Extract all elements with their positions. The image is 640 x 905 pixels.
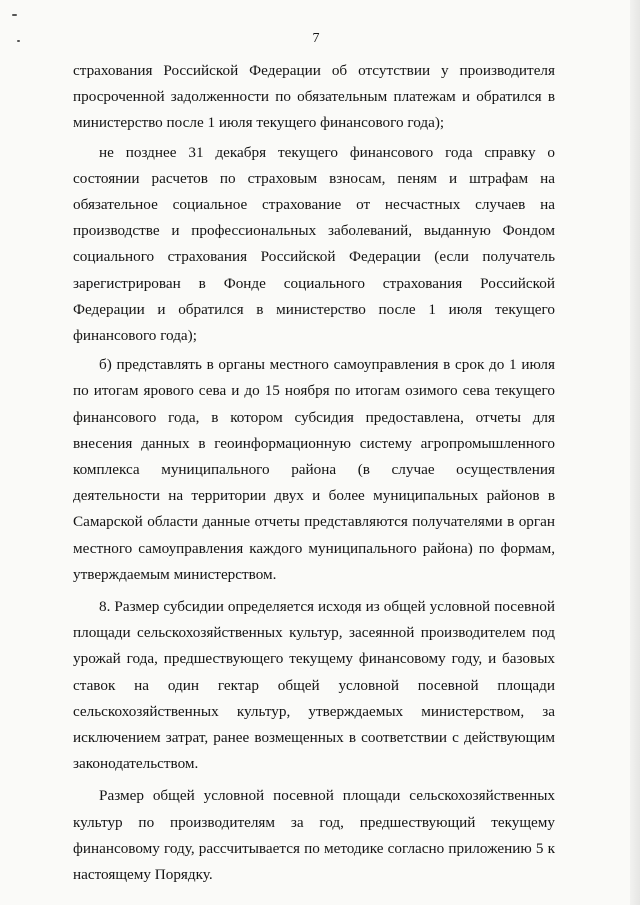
paragraph-reports: б) представлять в органы местного самоуправления в срок до 1 июля по итогам ярового сева и до 15 ноября по итогам озимого сева текущего финансового года, в котором субсидия предоставлена, отчеты для внесения данных в геоинформационную систему агропромышленного комплекса муниципального района (в случае осуществления деятельности на территории двух и более муниципальных районов в Самарской области данные отчеты представляются получателями в орган местного самоуправления каждого муниципального района) по формам, утверждаемым министерством. — [73, 356, 555, 583]
paragraph-subsidy-size: 8. Размер субсидии определяется исходя из общей условной посевной площади сельскохозяйственных культур, засеянной производителем под урожай года, предшествующего текущему финансовому году, и базовых ставок на один гектар общей условной посевной площади сельскохозяйственных культур, утверждаемых министерством, за исключением затрат, ранее возмещенных в соответствии с действующим законодательством. — [73, 598, 555, 773]
document-body — [73, 58, 555, 888]
page-number: 7 — [312, 31, 320, 46]
scan-speck — [12, 14, 17, 16]
page-edge-shadow — [630, 0, 640, 905]
paragraph-certificate: не позднее 31 декабря текущего финансового года справку о состоянии расчетов по страховым взносам, пеням и штрафам на обязательное социальное страхование от несчастных случаев на производстве и профессиональных заболеваний, выданную Фондом социального страхования Российской Федерации (если получатель зарегистрирован в Фонде социального страхования Российской Федерации и обратился в министерство после 1 июля текущего финансового года); — [73, 143, 555, 345]
paragraph-area-calculation: Размер общей условной посевной площади сельскохозяйственных культур по производителям за год, предшествующий текущему финансовому году, рассчитывается по методике согласно приложению 5 к настоящему Порядку. — [73, 787, 555, 884]
paragraph-continuation: страхования Российской Федерации об отсутствии у производителя просроченной задолженности по обязательным платежам и обратился в министерство после 1 июля текущего финансового года); — [73, 62, 555, 132]
